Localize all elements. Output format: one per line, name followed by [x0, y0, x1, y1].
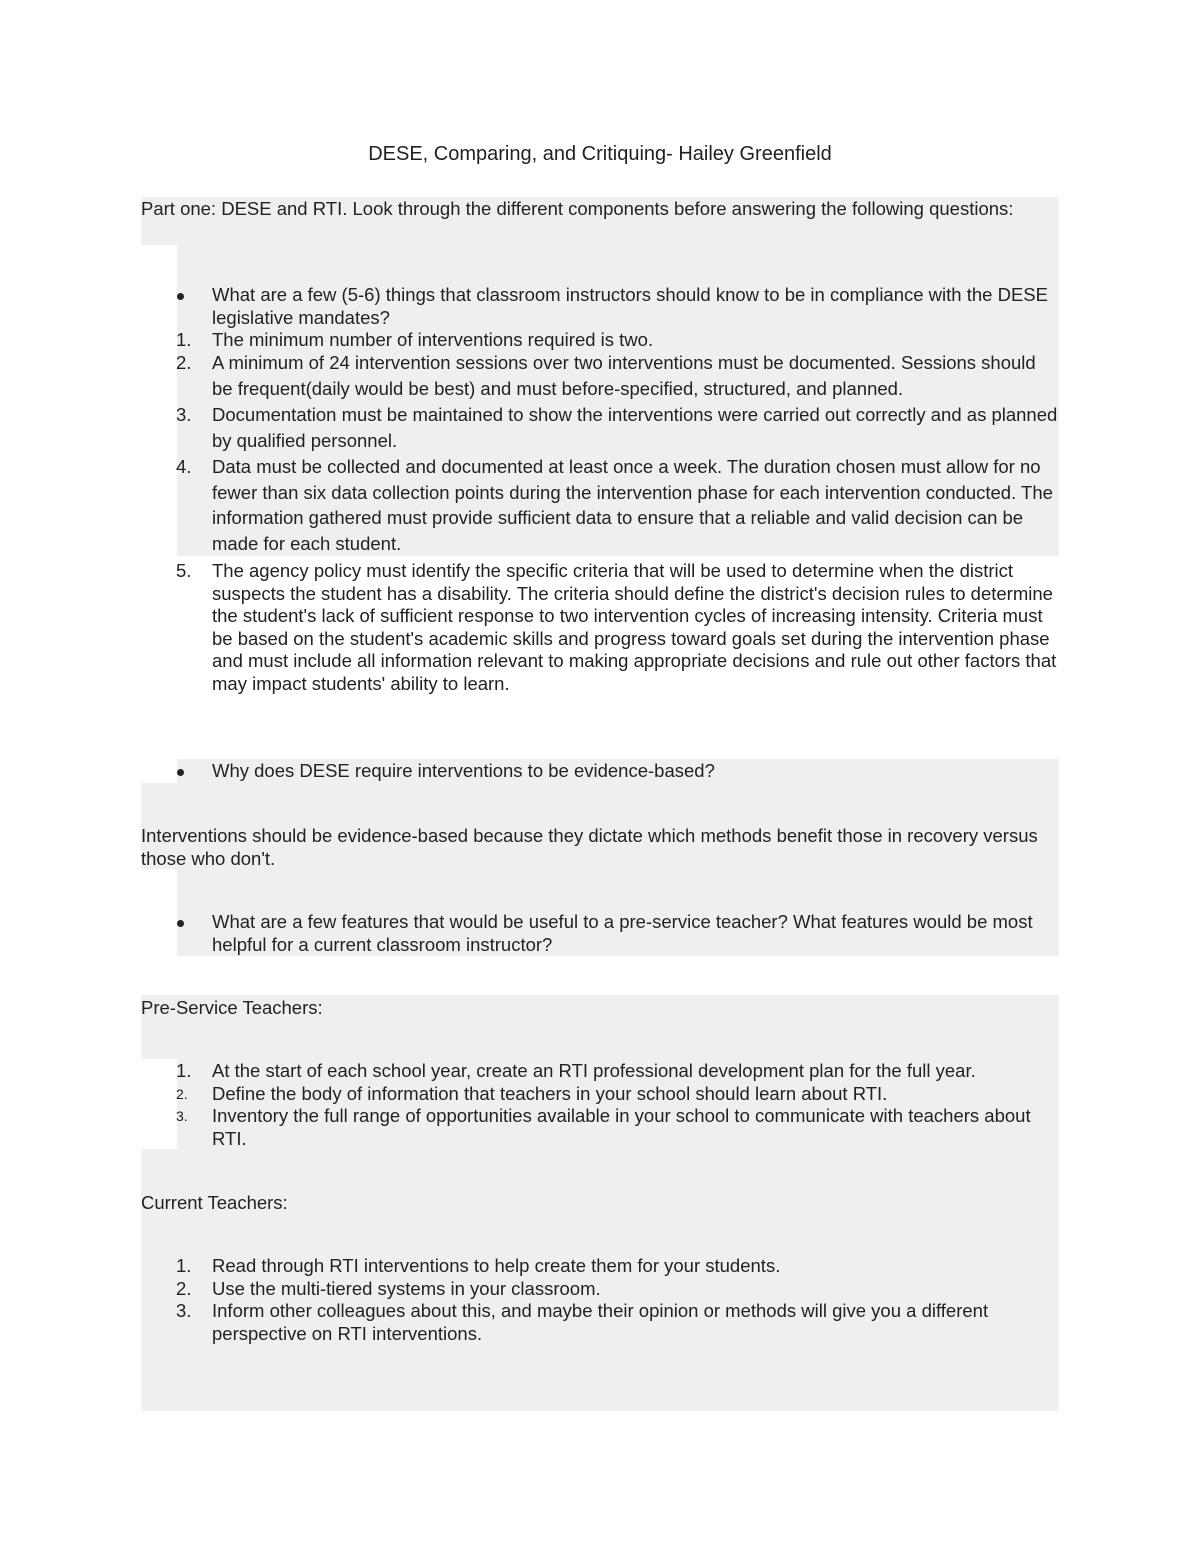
list-item — [141, 329, 1061, 352]
list-number: 4. — [176, 456, 192, 477]
question-list — [141, 284, 1061, 329]
document-title: DESE, Comparing, and Critiquing- Hailey Greenfield — [368, 143, 832, 165]
list-item-text: Use the multi-tiered systems in your classroom. — [212, 1277, 601, 1299]
question-item — [141, 284, 1061, 329]
question-item — [141, 760, 1061, 783]
question-text: Why does DESE require interventions to be evidence-based? — [212, 760, 715, 781]
list-item — [141, 350, 1061, 401]
list-item — [141, 1105, 1061, 1150]
list-number: 3. — [176, 1300, 192, 1321]
q1-answer-list — [141, 329, 1061, 352]
question-text: What are a few features that would be useful to a pre-service teacher? What features would be most helpful for a current classroom instructor? — [212, 911, 1033, 955]
question-list — [141, 911, 1061, 956]
list-item — [141, 560, 1061, 695]
list-number: 1. — [176, 1255, 192, 1276]
part-one-intro: Part one: DESE and RTI. Look through the different components before answering the following questions: — [141, 198, 1014, 219]
list-number: 5. — [176, 560, 192, 581]
q1-answer-list — [141, 560, 1061, 695]
pre-service-list — [141, 1060, 1061, 1150]
list-number: 3. — [176, 404, 192, 425]
question-list — [141, 760, 1061, 783]
list-number: 2. — [176, 1085, 188, 1102]
list-item — [141, 454, 1061, 556]
list-item-text: Inform other colleagues about this, and maybe their opinion or methods will give you a different perspective on RTI interventions. — [212, 1300, 989, 1344]
list-item — [141, 1083, 1061, 1106]
question-item — [141, 911, 1061, 956]
list-item-text: Data must be collected and documented at least once a week. The duration chosen must allow for no fewer than six data collection points during the intervention phase for each intervention conducted. The information gathered must provide sufficient data to ensure that a reliable and valid decision can be made for each student. — [212, 456, 1053, 554]
q2-answer: Interventions should be evidence-based because they dictate which methods benefit those in recovery versus those who don't. — [141, 825, 1038, 869]
q1-answer-list — [141, 350, 1061, 556]
list-item-text: Define the body of information that teachers in your school should learn about RTI. — [212, 1082, 888, 1104]
list-item-text: The agency policy must identify the specific criteria that will be used to determine when the district suspects the student has a disability. The criteria should define the district's decision rules to determine the student's lack of sufficient response to two intervention cycles of increasing intensity. Criteria must be based on the student's academic skills and progress toward goals set during the intervention phase and must include all information relevant to making appropriate decisions and rule out other factors that may impact students' ability to learn. — [212, 560, 1057, 694]
list-item — [141, 1300, 1061, 1345]
list-item-text: Read through RTI interventions to help create them for your students. — [212, 1255, 781, 1276]
current-teachers-heading: Current Teachers: — [141, 1192, 288, 1213]
list-number: 1. — [176, 1060, 192, 1081]
list-item-text: At the start of each school year, create an RTI professional development plan for the full year. — [212, 1060, 976, 1081]
list-number: 2. — [176, 352, 192, 373]
list-item — [141, 1060, 1061, 1083]
bullet-icon — [177, 920, 184, 927]
list-number: 3. — [176, 1108, 188, 1124]
list-item-text: Documentation must be maintained to show the interventions were carried out correctly and as planned by qualified personnel. — [212, 404, 1058, 451]
list-item-text: The minimum number of interventions required is two. — [212, 329, 654, 350]
list-item — [141, 1255, 1061, 1278]
list-item — [141, 1278, 1061, 1301]
list-number: 1. — [176, 329, 192, 350]
list-item-text: Inventory the full range of opportunities available in your school to communicate with teachers about RTI. — [212, 1105, 1031, 1149]
current-teachers-list — [141, 1255, 1061, 1345]
list-item-text: A minimum of 24 intervention sessions over two interventions must be documented. Sessions should be frequent(daily would be best) and must before-specified, structured, and planned. — [212, 352, 1036, 399]
pre-service-heading: Pre-Service Teachers: — [141, 997, 323, 1018]
bullet-icon — [177, 293, 184, 300]
list-item — [141, 402, 1061, 453]
question-text: What are a few (5-6) things that classroom instructors should know to be in compliance with the DESE legislative mandates? — [212, 284, 1048, 328]
list-number: 2. — [176, 1277, 192, 1299]
bullet-icon — [177, 769, 184, 776]
